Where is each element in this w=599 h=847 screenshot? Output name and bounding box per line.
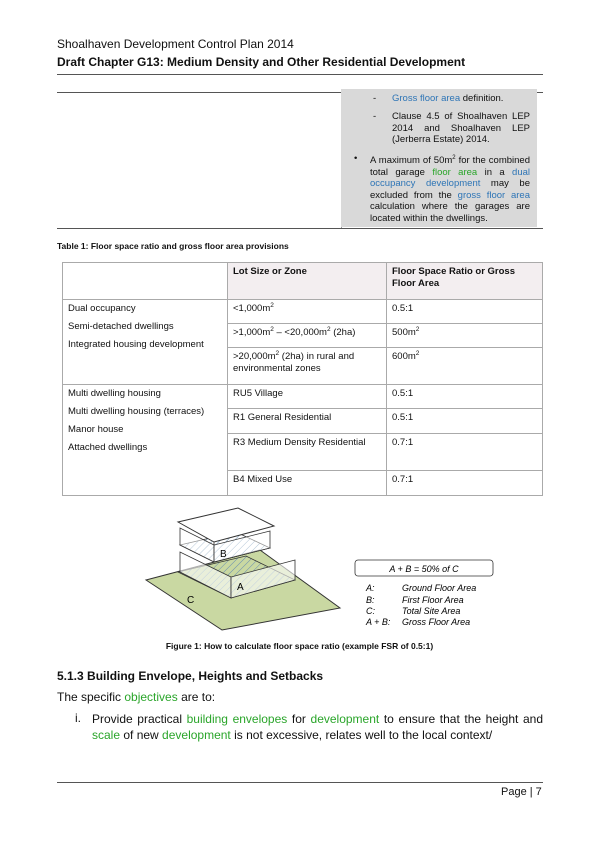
footer-rule	[57, 782, 543, 783]
figure-caption: Figure 1: How to calculate floor space ratio (example FSR of 0.5:1)	[165, 641, 434, 651]
table-bottom-border	[57, 228, 543, 229]
legend-desc: Total Site Area	[402, 606, 461, 616]
section-heading: 5.1.3 Building Envelope, Heights and Setbacks	[57, 669, 324, 683]
fsr-diagram	[140, 500, 500, 632]
value-cell: 0.5:1	[387, 385, 543, 409]
legend-desc: Gross Floor Area	[402, 617, 471, 627]
chapter-title: Draft Chapter G13: Medium Density and Other Residential Development	[57, 55, 466, 69]
value-cell: 0.7:1	[387, 471, 543, 496]
note-bullet-dash: -	[373, 111, 377, 122]
value-cell: 0.5:1	[387, 300, 543, 324]
legend-key: A:	[366, 583, 375, 593]
fsr-table	[62, 262, 543, 496]
development-link[interactable]: development	[310, 712, 380, 726]
value-cell: $500m^2$	[387, 324, 543, 348]
dual-occupancy-link[interactable]: dual occupancy development	[370, 166, 530, 190]
formula-text: A + B = 50% of C	[389, 564, 459, 574]
development-link[interactable]: development	[162, 728, 231, 742]
value-cell: 0.7:1	[387, 434, 543, 471]
note-item-clause: Clause 4.5 of Shoalhaven LEP 2014 and Shoalhaven LEP (Jerberra Estate) 2014.	[392, 111, 530, 145]
list-number: i.	[75, 711, 81, 725]
list-item: Provide practical building envelopes for development to ensure that the height and scale of new development is not excessive, relates well to the local context/	[92, 712, 543, 742]
lot-cell: $>20,000m^2$ (2ha) in rural and environmental zones	[228, 348, 387, 385]
lot-cell: R3 Medium Density Residential	[228, 434, 387, 471]
table-caption: Table 1: Floor space ratio and gross floor area provisions	[57, 241, 289, 251]
group2-types: Multi dwelling housing Multi dwelling housing (terraces) Manor house Attached dwellings	[63, 385, 228, 496]
lot-cell: $<1,000m^2$	[228, 300, 387, 324]
note-bullet: •	[354, 153, 358, 164]
floor-area-link[interactable]: floor area	[432, 166, 478, 178]
header-blank-cell	[63, 263, 228, 300]
label-a: A	[237, 582, 244, 593]
table-row	[63, 385, 543, 409]
gross-floor-area-link[interactable]: Gross floor area	[392, 93, 461, 104]
gross-floor-area-link[interactable]: gross floor area	[457, 189, 530, 201]
lot-cell: B4 Mixed Use	[228, 471, 387, 496]
scale-link[interactable]: scale	[92, 728, 121, 742]
legend-key: B:	[366, 595, 375, 605]
lot-cell: RU5 Village	[228, 385, 387, 409]
lot-cell: R1 General Residential	[228, 409, 387, 434]
legend-key: C:	[366, 606, 375, 616]
label-c: C	[187, 595, 195, 606]
table-row	[63, 300, 543, 324]
lot-cell: $>1,000m^2 - <20,000m^2$ (2ha)	[228, 324, 387, 348]
figure-legend	[365, 583, 476, 627]
note-item-garage: A maximum of $50m^2$ for the combined total garage floor area in a dual occupancy development may be excluded from the gross floor area calculation where the garages are located within the dwellings.	[370, 155, 530, 224]
page-number: Page | 7	[501, 786, 542, 798]
value-cell: $600m^2$	[387, 348, 543, 385]
building-envelopes-link[interactable]: building envelopes	[186, 712, 288, 726]
header-fsr: Floor Space Ratio or Gross Floor Area	[387, 263, 543, 300]
note-item-gfa: Gross floor area definition.	[392, 93, 504, 104]
group1-types: Dual occupancy Semi-detached dwellings Integrated housing development	[63, 300, 228, 385]
note-bullet-dash: -	[373, 93, 377, 104]
header-rule	[57, 74, 543, 75]
header-lot-size: Lot Size or Zone	[228, 263, 387, 300]
table-header-row	[63, 263, 543, 300]
value-cell: 0.5:1	[387, 409, 543, 434]
legend-desc: First Floor Area	[402, 595, 464, 605]
objectives-link[interactable]: objectives	[124, 690, 178, 704]
section-intro: The specific objectives are to:	[57, 690, 216, 704]
document-title: Shoalhaven Development Control Plan 2014	[57, 37, 294, 51]
legend-key: A + B:	[366, 617, 391, 627]
label-b: B	[220, 549, 227, 560]
legend-desc: Ground Floor Area	[402, 583, 477, 593]
